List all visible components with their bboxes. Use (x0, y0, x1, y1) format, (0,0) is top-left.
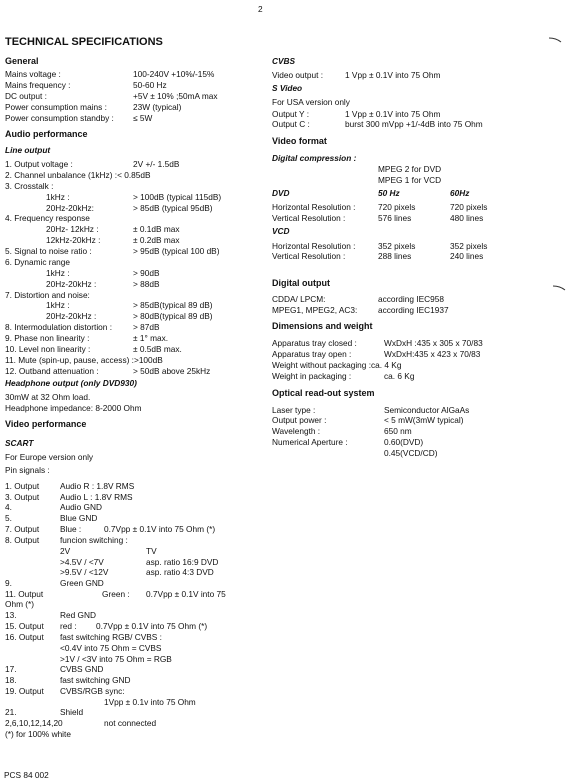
pin-signal: Blue GND (60, 513, 98, 523)
spec-label: 4. Frequency response (5, 213, 90, 223)
spec-label: Video output : (272, 70, 324, 80)
spec-label: Horizontal Resolution : (272, 241, 356, 251)
cvbs-heading: CVBS (272, 56, 296, 66)
page-number: 2 (258, 4, 263, 14)
spec-label: 1kHz : (46, 268, 70, 278)
spec-label: 11. Mute (spin-up, pause, access) :>100dB (5, 355, 163, 365)
spec-label: 8. Intermodulation distortion : (5, 322, 112, 332)
spec-label: 3. Crosstalk : (5, 181, 54, 191)
spec-label: 1kHz : (46, 300, 70, 310)
spec-value: 720 pixels (378, 202, 416, 212)
spec-value: 23W (typical) (133, 102, 182, 112)
spec-value: > 85dB(typical 89 dB) (133, 300, 213, 310)
pin-signal: not connected (104, 718, 157, 728)
spec-label: 6. Dynamic range (5, 257, 71, 267)
spec-value: 2V +/- 1.5dB (133, 159, 180, 169)
spec-label: Output C : (272, 119, 310, 129)
pin-signal-value: 0.7Vpp ± 0.1V into 75 (146, 589, 226, 599)
spec-label: MPEG1, MPEG2, AC3: (272, 305, 358, 315)
vcd-label: VCD (272, 226, 290, 236)
spec-value: > 95dB (typical 100 dB) (133, 246, 220, 256)
footnote: (*) for 100% white (5, 729, 71, 739)
corner-mark-mid (552, 285, 566, 291)
spec-value: 1 Vpp ± 0.1V into 75 Ohm (345, 70, 441, 80)
spec-label: DC output : (5, 91, 47, 101)
pin-signal-value: 1Vpp ± 0.1v into 75 Ohm (104, 697, 196, 707)
pin-signal: Audio R : 1.8V RMS (60, 481, 135, 491)
spec-value: ± 1° max. (133, 333, 169, 343)
spec-value: ca. 6 Kg (384, 371, 415, 381)
corner-mark-top (548, 37, 562, 43)
spec-label: Vertical Resolution : (272, 251, 346, 261)
dimensions-heading: Dimensions and weight (272, 321, 373, 331)
pin-label: 11. Output (5, 589, 44, 599)
spec-value: WxDxH :435 x 305 x 70/83 (384, 338, 483, 348)
pin-signal: CVBS GND (60, 664, 104, 674)
spec-label: Output Y : (272, 109, 310, 119)
svideo-heading: S Video (272, 83, 303, 93)
spec-value: 240 lines (450, 251, 484, 261)
col-50hz: 50 Hz (378, 188, 400, 198)
spec-label: 20Hz-20kHz : (46, 279, 97, 289)
pin-label: 7. Output (5, 524, 40, 534)
pin-signal-value: >4.5V / <7V (60, 557, 104, 567)
spec-label: 9. Phase non linearity : (5, 333, 90, 343)
pin-signal-value: TV (146, 546, 157, 556)
pin-label: 5. (5, 513, 12, 523)
pin-signal: Red GND (60, 610, 96, 620)
spec-value: Semiconductor AlGaAs (384, 405, 470, 415)
pin-label: 21. (5, 707, 17, 717)
spec-label: 5. Signal to noise ratio : (5, 246, 92, 256)
general-heading: General (5, 56, 39, 66)
spec-label: Horizontal Resolution : (272, 202, 356, 212)
spec-label: 10. Level non linearity : (5, 344, 91, 354)
spec-value: ± 0.5dB max. (133, 344, 182, 354)
spec-label: Apparatus tray closed : (272, 338, 357, 348)
dvd-label: DVD (272, 188, 290, 198)
spec-value: 352 pixels (450, 241, 488, 251)
spec-label: Weight in packaging : (272, 371, 352, 381)
spec-label: Weight without packaging :ca. 4 Kg (272, 360, 402, 370)
spec-label: 1kHz : (46, 192, 70, 202)
video-format-heading: Video format (272, 136, 327, 146)
spec-value: MPEG 2 for DVD (378, 164, 442, 174)
spec-label: Numerical Aperture : (272, 437, 348, 447)
pin-signal: Audio L : 1.8V RMS (60, 492, 133, 502)
pin-label: 1. Output (5, 481, 40, 491)
pin-signal: red : (60, 621, 77, 631)
pin-signal-value: >9.5V / <12V (60, 567, 109, 577)
spec-value: > 80dB(typical 89 dB) (133, 311, 213, 321)
spec-value: < 5 mW(3mW typical) (384, 415, 464, 425)
pin-label: 2,6,10,12,14,20 (5, 718, 63, 728)
pin-signal-value: asp. ratio 4:3 DVD (146, 567, 214, 577)
pin-signal-value: asp. ratio 16:9 DVD (146, 557, 219, 567)
spec-label: 12. Outband attenuation : (5, 366, 99, 376)
pin-signals-label: Pin signals : (5, 465, 50, 475)
scart-heading: SCART (5, 438, 34, 448)
spec-value: burst 300 mVpp +1/-4dB into 75 Ohm (345, 119, 483, 129)
spec-label: Wavelength : (272, 426, 321, 436)
spec-label: 1. Output voltage : (5, 159, 73, 169)
audio-heading: Audio performance (5, 129, 88, 139)
spec-value: 50-60 Hz (133, 80, 167, 90)
spec-label: Output power : (272, 415, 327, 425)
spec-label: 20Hz-20kHz : (46, 311, 97, 321)
svideo-note: For USA version only (272, 97, 350, 107)
spec-label: CDDA/ LPCM: (272, 294, 326, 304)
spec-value: ± 0.2dB max (133, 235, 180, 245)
headphone-text: Headphone impedance: 8-2000 Ohm (5, 403, 142, 413)
spec-value: +5V ± 10% ;50mA max (133, 91, 218, 101)
pin-signal-value: Ohm (*) (5, 599, 35, 609)
spec-value: > 87dB (133, 322, 160, 332)
spec-label: 7. Distortion and noise: (5, 290, 90, 300)
pin-label: 3. Output (5, 492, 40, 502)
spec-value: according IEC958 (378, 294, 444, 304)
spec-value: 1 Vpp ± 0.1V into 75 Ohm (345, 109, 441, 119)
col-60hz: 60Hz (450, 188, 470, 198)
spec-value: MPEG 1 for VCD (378, 175, 442, 185)
pin-signal: Shield (60, 707, 84, 717)
pin-signal-value: >1V / <3V into 75 Ohm = RGB (60, 654, 172, 664)
spec-value: according IEC1937 (378, 305, 449, 315)
spec-label: Vertical Resolution : (272, 213, 346, 223)
spec-value: > 50dB above 25kHz (133, 366, 211, 376)
pin-label: 16. Output (5, 632, 44, 642)
pin-label: 9. (5, 578, 12, 588)
spec-value: WxDxH:435 x 423 x 70/83 (384, 349, 481, 359)
pin-signal: Green : (102, 589, 130, 599)
spec-value: 100-240V +10%/-15% (133, 69, 215, 79)
spec-value: > 85dB (typical 95dB) (133, 203, 213, 213)
headphone-heading: Headphone output (only DVD930) (5, 378, 137, 388)
pin-label: 17. (5, 664, 17, 674)
spec-value: 576 lines (378, 213, 412, 223)
spec-label: 20Hz-20kHz: (46, 203, 94, 213)
spec-value: ≤ 5W (133, 113, 153, 123)
pin-signal: funcion switching : (60, 535, 128, 545)
spec-value: 0.60(DVD) (384, 437, 424, 447)
pin-signal-value: 2V (60, 546, 71, 556)
pin-label: 18. (5, 675, 17, 685)
line-output-heading: Line output (5, 145, 51, 155)
pin-signal: Audio GND (60, 502, 102, 512)
scart-note: For Europe version only (5, 452, 94, 462)
pin-signal-value: 0.7Vpp ± 0.1V into 75 Ohm (*) (96, 621, 208, 631)
video-performance-heading: Video performance (5, 419, 87, 429)
pin-signal-value: 0.7Vpp ± 0.1V into 75 Ohm (*) (104, 524, 216, 534)
pin-signal: CVBS/RGB sync: (60, 686, 125, 696)
spec-value: > 88dB (133, 279, 160, 289)
digital-output-heading: Digital output (272, 278, 330, 288)
spec-value: 650 nm (384, 426, 412, 436)
spec-value: 352 pixels (378, 241, 416, 251)
page-title: TECHNICAL SPECIFICATIONS (5, 36, 163, 48)
pin-label: 19. Output (5, 686, 44, 696)
spec-value: > 100dB (typical 115dB) (133, 192, 222, 202)
spec-label: Power consumption standby : (5, 113, 114, 123)
spec-label: Mains voltage : (5, 69, 61, 79)
spec-label: 20Hz- 12kHz : (46, 224, 99, 234)
pin-signal: fast switching GND (60, 675, 131, 685)
spec-label: Apparatus tray open : (272, 349, 352, 359)
spec-label: 2. Channel unbalance (1kHz) :< 0.85dB (5, 170, 151, 180)
pin-signal-value: <0.4V into 75 Ohm = CVBS (60, 643, 162, 653)
spec-value: 288 lines (378, 251, 412, 261)
spec-label: Mains frequency : (5, 80, 71, 90)
spec-label: Laser type : (272, 405, 316, 415)
digital-compression-label: Digital compression : (272, 153, 357, 163)
document-code: PCS 84 002 (4, 770, 49, 780)
pin-label: 8. Output (5, 535, 40, 545)
spec-value: 480 lines (450, 213, 484, 223)
spec-value: 0.45(VCD/CD) (384, 448, 438, 458)
pin-signal: Blue : (60, 524, 82, 534)
spec-label: Power consumption mains : (5, 102, 107, 112)
pin-label: 13. (5, 610, 17, 620)
spec-value: > 90dB (133, 268, 160, 278)
pin-label: 15. Output (5, 621, 44, 631)
headphone-text: 30mW at 32 Ohm load. (5, 392, 91, 402)
pin-signal: Green GND (60, 578, 104, 588)
optical-heading: Optical read-out system (272, 388, 375, 398)
spec-value: ± 0.1dB max (133, 224, 180, 234)
spec-value: 720 pixels (450, 202, 488, 212)
pin-label: 4. (5, 502, 12, 512)
spec-label: 12kHz-20kHz : (46, 235, 101, 245)
pin-signal: fast switching RGB/ CVBS : (60, 632, 162, 642)
